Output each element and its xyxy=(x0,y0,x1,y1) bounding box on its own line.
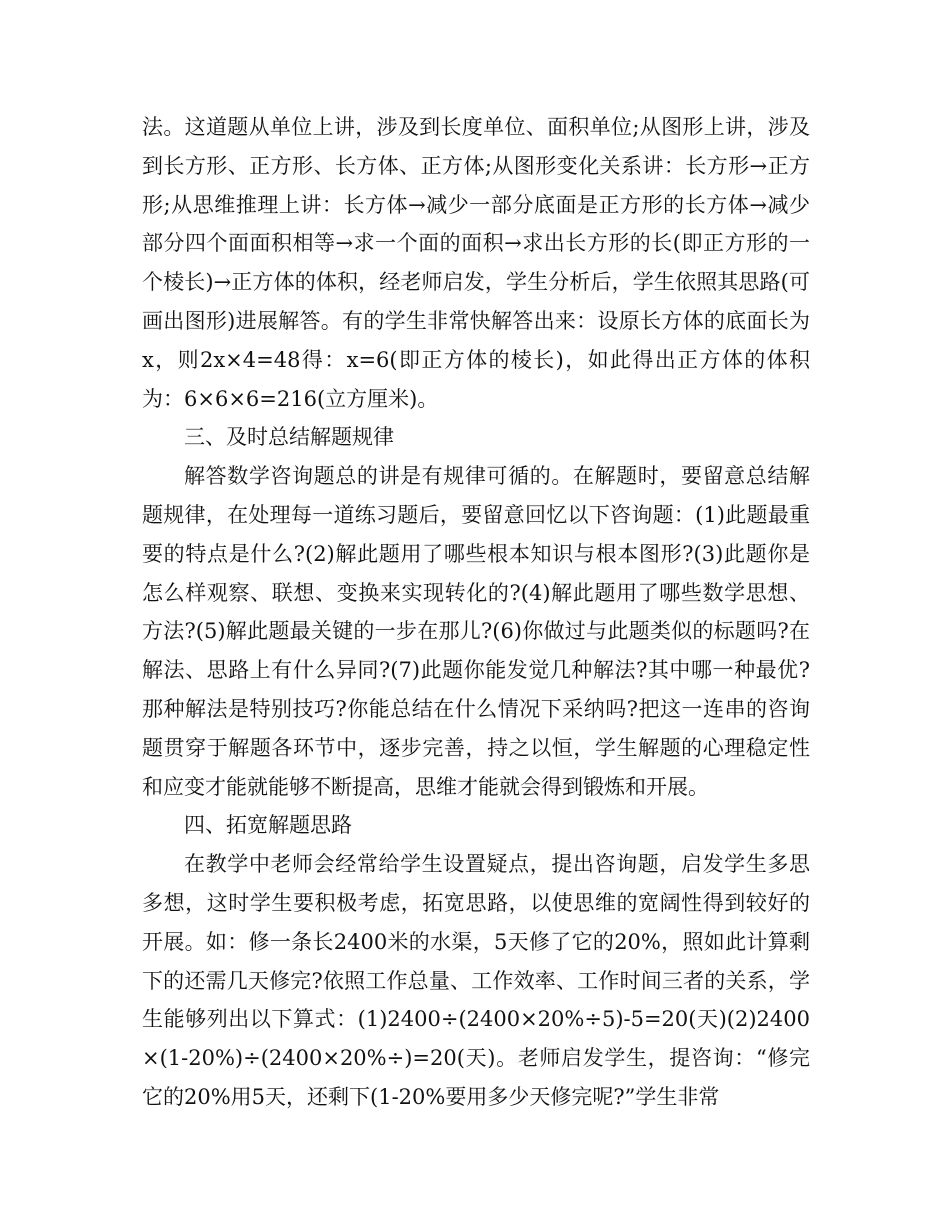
section-heading-4: 四、拓宽解题思路 xyxy=(184,813,352,838)
paragraph-broaden-thinking: 在教学中老师会经常给学生设置疑点，提出咨询题，启发学生多思多想，这时学生要积极考虑，拓宽思路，以使思维的宽阔性得到较好的开展。如：修一条长2400米的水渠，5天修了它的20%，照如此计算剩下的还需几天修完?依照工作总量、工作效率、工作时间三者的关系，学生能够列出以下算式：(1)2400÷(2400×20%÷5)-5=20(天)(2)2400×(1-20%)÷(2400×20%÷)=20(天)。老师启发学生，提咨询：“修完它的20%用5天，还剩下(1-20%要用多少天修完呢?”学生非常 xyxy=(142,852,810,1109)
section-heading-3: 三、及时总结解题规律 xyxy=(184,425,394,450)
document-body xyxy=(142,108,810,1117)
paragraph-continuation: 法。这道题从单位上讲，涉及到长度单位、面积单位;从图形上讲，涉及到长方形、正方形、长方体、正方体;从图形变化关系讲：长方形→正方形;从思维推理上讲：长方体→减少一部分底面是正方形的长方体→减少部分四个面面积相等→求一个面的面积→求出长方形的长(即正方形的一个棱长)→正方体的体积，经老师启发，学生分析后，学生依照其思路(可画出图形)进展解答。有的学生非常快解答出来：设原长方体的底面长为x，则2x×4=48得：x=6(即正方体的棱长)，如此得出正方体的体积为：6×6×6=216(立方厘米)。 xyxy=(142,115,810,411)
paragraph-summary-rules: 解答数学咨询题总的讲是有规律可循的。在解题时，要留意总结解题规律，在处理每一道练习题后，要留意回忆以下咨询题：(1)此题最重要的特点是什么?(2)解此题用了哪些根本知识与根本图形?(3)此题你是怎么样观察、联想、变换来实现转化的?(4)解此题用了哪些数学思想、方法?(5)解此题最关键的一步在那儿?(6)你做过与此题类似的标题吗?在解法、思路上有什么异同?(7)此题你能发觉几种解法?其中哪一种最优?那种解法是特别技巧?你能总结在什么情况下采纳吗?把这一连串的咨询题贯穿于解题各环节中，逐步完善，持之以恒，学生解题的心理稳定性和应变才能就能够不断提高，思维才能就会得到锻炼和开展。 xyxy=(142,464,810,799)
